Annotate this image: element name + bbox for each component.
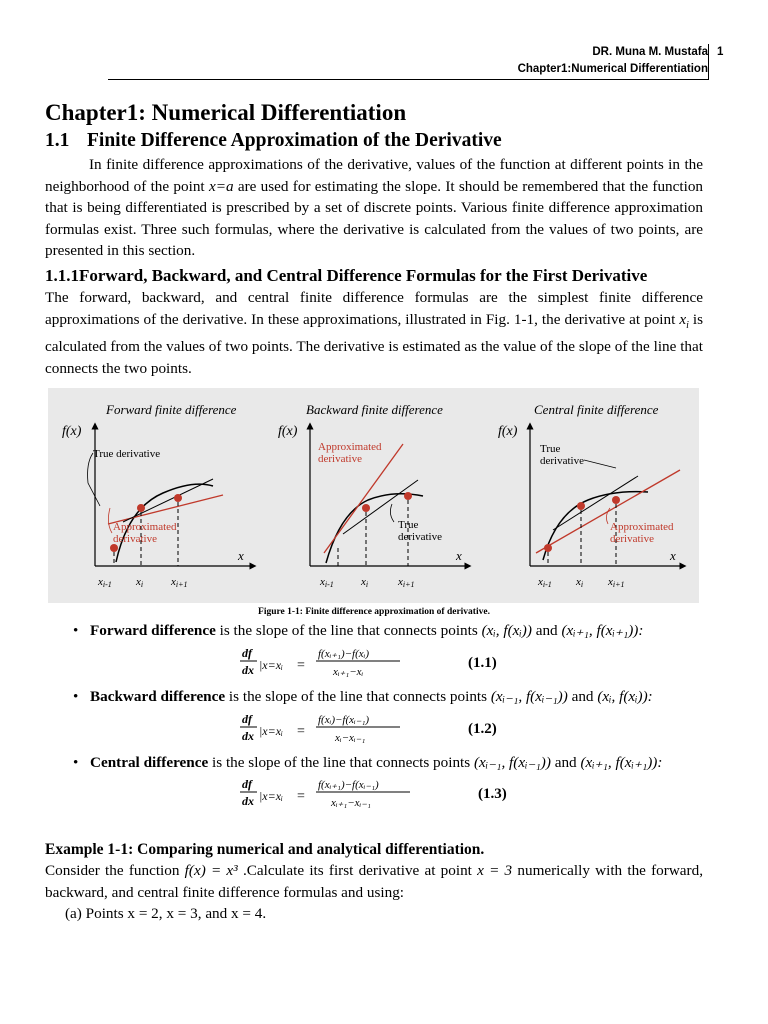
list-item-central: [45, 752, 703, 818]
svg-text:f(xᵢ₊₁)−f(xᵢ₋₁): f(xᵢ₊₁)−f(xᵢ₋₁): [318, 779, 379, 792]
section-title: Finite Difference Approximation of the Derivative: [87, 130, 502, 151]
panel-title: Backward finite difference: [306, 402, 443, 418]
desc: is the slope of the line that connects points: [215, 622, 482, 640]
equation-number: (1.2): [468, 720, 497, 737]
svg-text:dx: dx: [242, 794, 254, 809]
x-axis-label: x: [238, 548, 244, 564]
panel-title: Forward finite difference: [106, 402, 237, 418]
point-xi: [577, 502, 585, 510]
panel-backward: [278, 402, 468, 589]
term: Central difference: [90, 753, 209, 771]
equation-svg: [90, 642, 690, 686]
callout: [108, 508, 112, 533]
svg-text:xᵢ₊₁−xᵢ: xᵢ₊₁−xᵢ: [333, 665, 364, 678]
point-2: (xᵢ₊₁, f(xᵢ₊₁)):: [561, 622, 644, 640]
point-xim1: [362, 504, 370, 512]
callout: [88, 453, 100, 506]
page-body: [45, 98, 703, 925]
figure-svg: [48, 388, 699, 603]
tick-xi: xi: [361, 576, 369, 590]
bullet-icon: •: [73, 687, 79, 705]
difference-formula-list: [45, 620, 703, 817]
bullet-icon: •: [73, 622, 79, 640]
equation-number: (1.1): [468, 654, 497, 671]
x-axis-label: x: [456, 548, 462, 564]
svg-text:f(xᵢ₊₁)−f(xᵢ): f(xᵢ₊₁)−f(xᵢ): [318, 647, 370, 660]
label-true-derivative: True derivative: [93, 448, 161, 461]
svg-text:|x=xᵢ: |x=xᵢ: [259, 789, 283, 804]
tick-xi: xi: [576, 576, 584, 590]
subsection-paragraph: [45, 287, 703, 379]
svg-text:xᵢ₊₁−xᵢ₋₁: xᵢ₊₁−xᵢ₋₁: [331, 797, 371, 810]
svg-text:f(xᵢ)−f(xᵢ₋₁): f(xᵢ)−f(xᵢ₋₁): [318, 713, 370, 726]
tick-xip1: xi+1: [171, 576, 188, 590]
tick-xim1: xi-1: [320, 576, 334, 590]
conj: and: [550, 753, 577, 771]
para-text: In finite difference approximations of the derivative, values of the function at different points in the neighborhood of the point: [45, 156, 703, 195]
label-approx-1: Approximated: [318, 441, 382, 454]
y-axis-label: f(x): [278, 424, 298, 440]
tick-xip1: xi+1: [608, 576, 625, 590]
conj: and: [567, 687, 594, 705]
ex-function: f(x) = x³: [184, 862, 238, 880]
point-1: (xᵢ₋₁, f(xᵢ₋₁)): [490, 687, 568, 705]
conj: and: [531, 622, 558, 640]
label-approx-2: derivative: [610, 533, 654, 546]
svg-text:df: df: [242, 777, 252, 792]
desc: is the slope of the line that connects points: [208, 753, 474, 771]
header-divider: [708, 44, 709, 80]
para-variable-sub: i: [686, 319, 689, 331]
bullet-icon: •: [73, 753, 79, 771]
point-2: (xᵢ, f(xᵢ)):: [597, 687, 653, 705]
page-number: 1: [717, 46, 724, 58]
point-1: (xᵢ, f(xᵢ)): [481, 622, 532, 640]
svg-text:=: =: [297, 789, 305, 805]
equation-number: (1.3): [478, 786, 507, 803]
label-true-2: derivative: [398, 531, 442, 544]
term: Backward difference: [90, 687, 226, 705]
list-item-forward: [45, 620, 703, 686]
ex-text: .Calculate its first derivative at point: [237, 862, 478, 880]
header-rule: [108, 79, 708, 80]
point-xip1: [612, 496, 620, 504]
svg-text:=: =: [297, 723, 305, 739]
svg-text:df: df: [242, 645, 252, 660]
tick-xim1: xi-1: [538, 576, 552, 590]
equation-1-1: [90, 642, 703, 686]
point-1: (xᵢ₋₁, f(xᵢ₋₁)): [473, 753, 551, 771]
running-header: [518, 44, 708, 78]
tick-xip1: xi+1: [398, 576, 415, 590]
equation-svg: [90, 773, 690, 817]
svg-text:df: df: [242, 711, 252, 726]
point-2: (xᵢ₊₁, f(xᵢ₊₁)):: [580, 753, 663, 771]
tick-xi: xi: [136, 576, 144, 590]
panel-forward: [62, 402, 253, 589]
y-axis-label: f(x): [498, 424, 518, 440]
section-paragraph: [45, 154, 703, 262]
example-item-a: (a) Points x = 2, x = 3, and x = 4.: [65, 905, 267, 923]
section-number: 1.1: [45, 130, 70, 151]
y-axis-label: f(x): [62, 424, 82, 440]
point-xim1: [110, 544, 118, 552]
equation-1-3: [90, 773, 703, 817]
chapter-title: Chapter1: Numerical Differentiation: [45, 100, 407, 125]
svg-text:|x=xᵢ: |x=xᵢ: [259, 723, 283, 738]
para-text-rest: are used for estimating the slope. It should be remembered that the function that is being differentiated is prescribed by a set of discrete points. Various finite difference approximation formulas exist. Three such formulas, where the derivative is calculated from the values of two points, are presented in this section.: [45, 177, 704, 260]
svg-text:=: =: [297, 657, 305, 673]
para-variable: x: [679, 310, 687, 328]
label-true-1: True: [540, 443, 561, 456]
ex-text: numerically with the forward, backward, and central finite difference formulas and using:: [45, 862, 703, 901]
example-paragraph: [45, 860, 703, 903]
label-approx-1: Approximated: [610, 521, 674, 534]
label-approx-1: Approximated: [113, 521, 177, 534]
label-true-1: True: [398, 519, 419, 532]
svg-text:xᵢ−xᵢ₋₁: xᵢ−xᵢ₋₁: [335, 731, 366, 744]
callout: [390, 504, 394, 522]
label-approx-2: derivative: [318, 453, 362, 466]
label-approx-2: derivative: [113, 533, 157, 546]
equation-svg: [90, 708, 690, 752]
equation-1-2: [90, 708, 703, 752]
svg-text:dx: dx: [242, 662, 254, 677]
ex-text: Consider the function: [45, 862, 185, 880]
figure-finite-differences: [48, 388, 699, 603]
subsection-title: 1.1.1Forward, Backward, and Central Difference Formulas for the First Derivative: [45, 265, 648, 285]
svg-text:|x=xᵢ: |x=xᵢ: [259, 657, 283, 672]
ex-point: x = 3: [477, 862, 513, 880]
header-author: DR. Muna M. Mustafa: [592, 46, 708, 58]
callout: [584, 460, 616, 468]
point-xip1: [174, 494, 182, 502]
figure-caption: Figure 1-1: Finite difference approximation of derivative.: [258, 607, 490, 618]
svg-text:dx: dx: [242, 728, 254, 743]
point-xi: [404, 492, 412, 500]
label-true-2: derivative: [540, 455, 584, 468]
example-title: Example 1-1: Comparing numerical and analytical differentiation.: [45, 841, 485, 859]
tick-xim1: xi-1: [98, 576, 112, 590]
point-xim1: [544, 544, 552, 552]
approx-line: [108, 495, 223, 524]
panel-central: [498, 402, 683, 589]
point-xi: [137, 504, 145, 512]
header-chapter: Chapter1:Numerical Differentiation: [517, 63, 708, 75]
para-variable: x=a: [208, 177, 234, 195]
term: Forward difference: [90, 622, 216, 640]
list-item-backward: [45, 686, 703, 752]
x-axis-label: x: [670, 548, 676, 564]
panel-title: Central finite difference: [534, 402, 659, 418]
para-text-rest: is calculated from the values of two points. The derivative is estimated as the value of the slope of the line that connects the two points.: [45, 310, 703, 377]
desc: is the slope of the line that connects points: [225, 687, 491, 705]
para-text: The forward, backward, and central finite difference formulas are the simplest finite difference approximations of the derivative. In these approximations, illustrated in Fig. 1-1, the derivative at point: [45, 288, 703, 328]
section-heading: [45, 128, 703, 154]
